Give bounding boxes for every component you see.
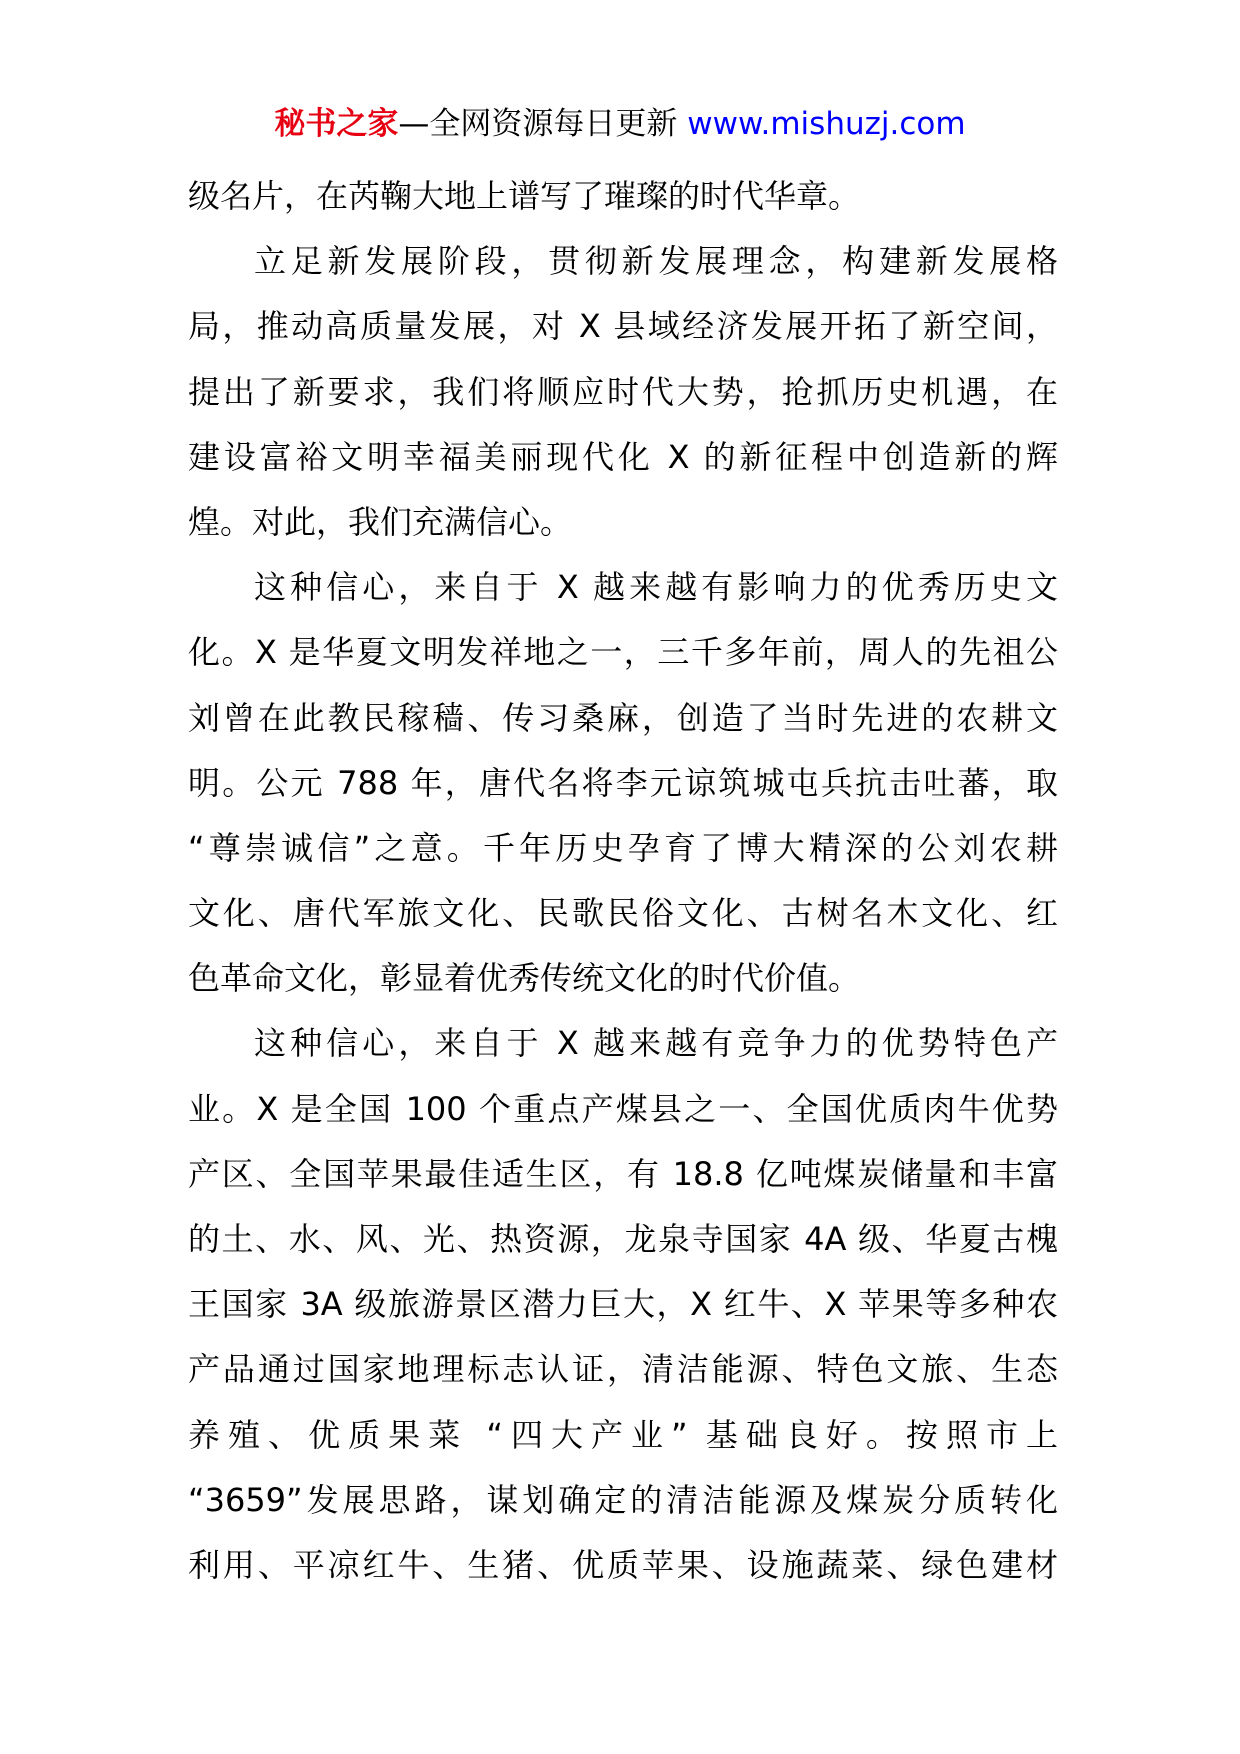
text-line: 产品通过国家地理标志认证，清洁能源、特色文旅、生态 — [188, 1350, 1058, 1389]
text-line: “3659”发展思路，谋划确定的清洁能源及煤炭分质转化 — [188, 1480, 1058, 1519]
text-line: 明。公元 788 年，唐代名将李元谅筑城屯兵抗击吐蕃，取 — [188, 763, 1058, 802]
text-line: 级名片，在芮鞠大地上谱写了璀璨的时代华章。 — [188, 177, 861, 215]
text-line: 文化、唐代军旅文化、民歌民俗文化、古树名木文化、红 — [188, 894, 1058, 933]
paragraph — [188, 229, 1058, 555]
text-line: 利用、平凉红牛、生猪、优质苹果、设施蔬菜、绿色建材 — [188, 1545, 1058, 1584]
text-line: 提出了新要求，我们将顺应时代大势，抢抓历史机遇，在 — [188, 372, 1058, 411]
text-line: 立足新发展阶段，贯彻新发展理念，构建新发展格 — [254, 242, 1058, 281]
brand-name: 秘书之家 — [274, 106, 399, 142]
text-line: 业。X 是全国 100 个重点产煤县之一、全国优质肉牛优势 — [188, 1089, 1058, 1128]
paragraph — [188, 164, 1058, 229]
text-line: 养殖、优质果菜 “四大产业” 基础良好。按照市上 — [188, 1415, 1058, 1454]
site-header — [0, 100, 1240, 148]
text-line: 化。X 是华夏文明发祥地之一，三千多年前，周人的先祖公 — [188, 633, 1058, 672]
text-line: 这种信心，来自于 X 越来越有竞争力的优势特色产 — [254, 1024, 1058, 1063]
document-body — [188, 164, 1058, 1598]
text-line: 的土、水、风、光、热资源，龙泉寺国家 4A 级、华夏古槐 — [188, 1220, 1058, 1258]
text-line: 刘曾在此教民稼穑、传习桑麻，创造了当时先进的农耕文 — [188, 698, 1058, 737]
header-tagline: —全网资源每日更新 — [398, 106, 678, 142]
text-line: 色革命文化，彰显着优秀传统文化的时代价值。 — [188, 959, 861, 998]
text-line: 煌。对此，我们充满信心。 — [188, 502, 573, 541]
text-line: 王国家 3A 级旅游景区潜力巨大，X 红牛、X 苹果等多种农 — [188, 1285, 1058, 1324]
text-line: “尊崇诚信”之意。千年历史孕育了博大精深的公刘农耕 — [188, 828, 1058, 867]
paragraph — [188, 555, 1058, 1011]
text-line: 局，推动高质量发展，对 X 县域经济发展开拓了新空间， — [188, 307, 1058, 346]
paragraph — [188, 1011, 1058, 1598]
text-line: 这种信心，来自于 X 越来越有影响力的优秀历史文 — [254, 568, 1058, 607]
site-url-link[interactable]: www.mishuzj.com — [687, 106, 966, 142]
text-line: 建设富裕文明幸福美丽现代化 X 的新征程中创造新的辉 — [188, 437, 1058, 476]
text-line: 产区、全国苹果最佳适生区，有 18.8 亿吨煤炭储量和丰富 — [188, 1154, 1058, 1193]
